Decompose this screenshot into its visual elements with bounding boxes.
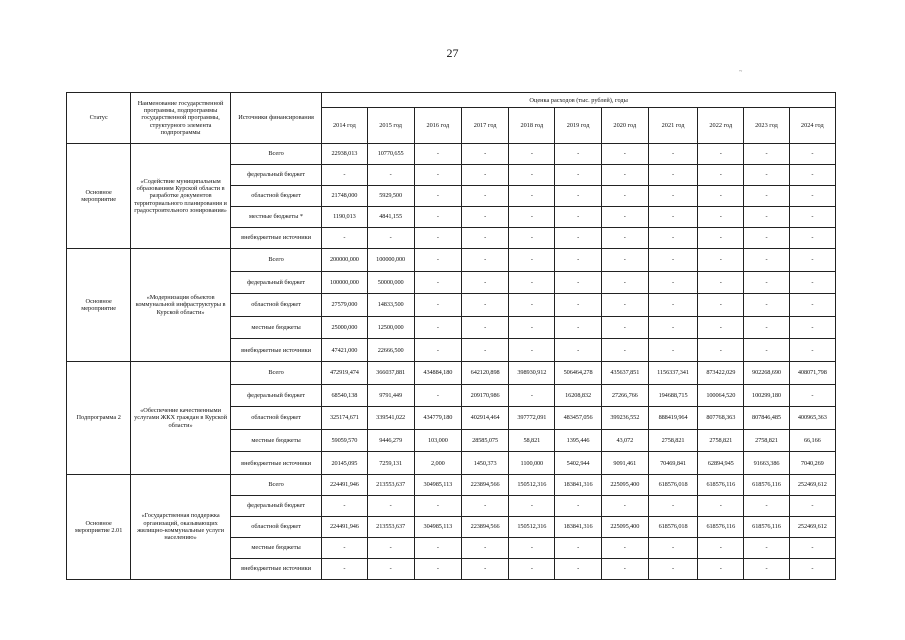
amount-cell: 224491,946 xyxy=(322,474,367,495)
amount-cell: 366037,881 xyxy=(367,361,414,384)
funding-source-cell: местные бюджеты * xyxy=(230,207,321,228)
amount-cell: 7259,131 xyxy=(367,452,414,475)
amount-cell: 225095,400 xyxy=(601,516,648,537)
amount-cell: 5402,944 xyxy=(555,452,601,475)
year-header: 2015 год xyxy=(367,108,414,144)
amount-cell: - xyxy=(789,316,835,339)
amount-cell: - xyxy=(744,294,789,317)
amount-cell: - xyxy=(698,495,744,516)
year-header: 2019 год xyxy=(555,108,601,144)
funding-source-cell: федеральный бюджет xyxy=(230,165,321,186)
amount-cell: - xyxy=(555,186,601,207)
amount-cell: 1395,446 xyxy=(555,429,601,452)
amount-cell: - xyxy=(601,271,648,294)
amount-cell: - xyxy=(414,537,461,558)
amount-cell: 472919,474 xyxy=(322,361,367,384)
program-name-cell: «Обеспечение качественными услугами ЖКХ граждан в Курской области» xyxy=(131,361,231,474)
amount-cell: - xyxy=(555,144,601,165)
amount-cell: - xyxy=(648,271,697,294)
amount-cell: - xyxy=(744,537,789,558)
amount-cell: - xyxy=(414,165,461,186)
amount-cell: - xyxy=(461,339,508,362)
amount-cell: - xyxy=(744,165,789,186)
amount-cell: - xyxy=(322,558,367,579)
amount-cell: 16208,832 xyxy=(555,384,601,407)
amount-cell: - xyxy=(601,228,648,249)
amount-cell: 103,000 xyxy=(414,429,461,452)
amount-cell: 150512,316 xyxy=(509,474,555,495)
funding-source-cell: внебюджетные источники xyxy=(230,339,321,362)
page-mark: ~ xyxy=(739,69,743,75)
header-status: Статус xyxy=(67,93,131,144)
amount-cell: - xyxy=(601,186,648,207)
amount-cell: - xyxy=(601,495,648,516)
amount-cell: 7040,269 xyxy=(789,452,835,475)
program-name-cell: «Содействие муниципальным образованиям Курской области в разработке документов территориального планирования и градостроительного зонирования» xyxy=(131,144,231,249)
amount-cell: 807846,485 xyxy=(744,407,789,430)
amount-cell: - xyxy=(648,339,697,362)
amount-cell: - xyxy=(744,316,789,339)
amount-cell: 2,000 xyxy=(414,452,461,475)
amount-cell: 183841,316 xyxy=(555,474,601,495)
amount-cell: - xyxy=(461,165,508,186)
amount-cell: - xyxy=(698,294,744,317)
amount-cell: 22938,013 xyxy=(322,144,367,165)
amount-cell: 506464,278 xyxy=(555,361,601,384)
amount-cell: - xyxy=(414,339,461,362)
year-header: 2014 год xyxy=(322,108,367,144)
amount-cell: - xyxy=(744,186,789,207)
amount-cell: 339541,022 xyxy=(367,407,414,430)
amount-cell: - xyxy=(744,558,789,579)
funding-source-cell: Всего xyxy=(230,144,321,165)
amount-cell: - xyxy=(509,495,555,516)
year-header: 2022 год xyxy=(698,108,744,144)
table-row xyxy=(67,249,836,272)
amount-cell: - xyxy=(555,316,601,339)
amount-cell: 9791,449 xyxy=(367,384,414,407)
amount-cell: - xyxy=(744,228,789,249)
funding-source-cell: внебюджетные источники xyxy=(230,558,321,579)
amount-cell: 618576,018 xyxy=(648,516,697,537)
amount-cell: 408071,798 xyxy=(789,361,835,384)
amount-cell: 618576,116 xyxy=(744,474,789,495)
amount-cell: 618576,116 xyxy=(744,516,789,537)
amount-cell: - xyxy=(509,384,555,407)
amount-cell: - xyxy=(509,537,555,558)
amount-cell: 807768,363 xyxy=(698,407,744,430)
amount-cell: 100299,180 xyxy=(744,384,789,407)
amount-cell: - xyxy=(698,537,744,558)
year-header: 2017 год xyxy=(461,108,508,144)
amount-cell: 9091,461 xyxy=(601,452,648,475)
funding-source-cell: областной бюджет xyxy=(230,294,321,317)
amount-cell: 1450,373 xyxy=(461,452,508,475)
amount-cell: 91663,386 xyxy=(744,452,789,475)
funding-source-cell: местные бюджеты xyxy=(230,537,321,558)
status-cell: Основное мероприятие 2.01 xyxy=(67,474,131,579)
amount-cell: - xyxy=(648,495,697,516)
amount-cell: - xyxy=(648,316,697,339)
amount-cell: - xyxy=(744,339,789,362)
amount-cell: 43,072 xyxy=(601,429,648,452)
amount-cell: - xyxy=(789,537,835,558)
funding-source-cell: местные бюджеты xyxy=(230,429,321,452)
amount-cell: - xyxy=(698,558,744,579)
amount-cell: - xyxy=(648,165,697,186)
amount-cell: - xyxy=(789,271,835,294)
amount-cell: 213553,637 xyxy=(367,474,414,495)
amount-cell: - xyxy=(555,165,601,186)
amount-cell: 20145,095 xyxy=(322,452,367,475)
year-header: 2018 год xyxy=(509,108,555,144)
amount-cell: - xyxy=(601,558,648,579)
amount-cell: - xyxy=(648,294,697,317)
amount-cell: - xyxy=(461,537,508,558)
amount-cell: 213553,637 xyxy=(367,516,414,537)
amount-cell: 4841,155 xyxy=(367,207,414,228)
amount-cell: 400965,363 xyxy=(789,407,835,430)
amount-cell: - xyxy=(744,144,789,165)
amount-cell: - xyxy=(367,558,414,579)
amount-cell: 402914,464 xyxy=(461,407,508,430)
amount-cell: - xyxy=(789,384,835,407)
amount-cell: - xyxy=(789,144,835,165)
amount-cell: 50000,000 xyxy=(367,271,414,294)
amount-cell: - xyxy=(698,228,744,249)
amount-cell: - xyxy=(698,207,744,228)
amount-cell: - xyxy=(509,144,555,165)
header-source: Источники финансирования xyxy=(230,93,321,144)
amount-cell: - xyxy=(509,165,555,186)
amount-cell: 27266,766 xyxy=(601,384,648,407)
status-cell: Основное мероприятие xyxy=(67,249,131,362)
amount-cell: 1100,000 xyxy=(509,452,555,475)
amount-cell: 2758,821 xyxy=(698,429,744,452)
amount-cell: - xyxy=(648,249,697,272)
amount-cell: 252469,612 xyxy=(789,516,835,537)
amount-cell: - xyxy=(414,316,461,339)
amount-cell: 1156337,341 xyxy=(648,361,697,384)
amount-cell: - xyxy=(555,294,601,317)
amount-cell: 22666,500 xyxy=(367,339,414,362)
amount-cell: - xyxy=(601,294,648,317)
amount-cell: - xyxy=(789,228,835,249)
funding-source-cell: областной бюджет xyxy=(230,186,321,207)
amount-cell: - xyxy=(698,144,744,165)
amount-cell: - xyxy=(648,558,697,579)
table-body xyxy=(67,144,836,580)
amount-cell: - xyxy=(601,316,648,339)
amount-cell: 194688,715 xyxy=(648,384,697,407)
amount-cell: 28585,075 xyxy=(461,429,508,452)
amount-cell: - xyxy=(461,249,508,272)
amount-cell: 62894,945 xyxy=(698,452,744,475)
amount-cell: - xyxy=(461,207,508,228)
amount-cell: 223894,566 xyxy=(461,474,508,495)
amount-cell: - xyxy=(601,144,648,165)
funding-source-cell: Всего xyxy=(230,361,321,384)
amount-cell: - xyxy=(509,186,555,207)
amount-cell: - xyxy=(509,249,555,272)
amount-cell: - xyxy=(789,495,835,516)
amount-cell: - xyxy=(601,207,648,228)
amount-cell: 252469,612 xyxy=(789,474,835,495)
amount-cell: - xyxy=(698,271,744,294)
amount-cell: - xyxy=(509,294,555,317)
amount-cell: 5929,500 xyxy=(367,186,414,207)
amount-cell: - xyxy=(789,207,835,228)
amount-cell: 10770,655 xyxy=(367,144,414,165)
amount-cell: 200000,000 xyxy=(322,249,367,272)
amount-cell: 618576,116 xyxy=(698,474,744,495)
amount-cell: - xyxy=(509,339,555,362)
table-row xyxy=(67,474,836,495)
header-name: Наименование государственной программы, подпрограммы государственной программы, структурного элемента подпрограммы xyxy=(131,93,231,144)
amount-cell: - xyxy=(414,558,461,579)
amount-cell: 224491,946 xyxy=(322,516,367,537)
amount-cell: 325174,671 xyxy=(322,407,367,430)
amount-cell: - xyxy=(509,207,555,228)
year-header: 2021 год xyxy=(648,108,697,144)
amount-cell: - xyxy=(601,339,648,362)
amount-cell: - xyxy=(414,495,461,516)
amount-cell: 435637,851 xyxy=(601,361,648,384)
amount-cell: - xyxy=(744,495,789,516)
table-row xyxy=(67,144,836,165)
program-name-cell: «Модернизация объектов коммунальной инфраструктуры в Курской области» xyxy=(131,249,231,362)
amount-cell: - xyxy=(414,294,461,317)
amount-cell: 58,821 xyxy=(509,429,555,452)
amount-cell: - xyxy=(698,165,744,186)
amount-cell: - xyxy=(414,271,461,294)
amount-cell: 100064,520 xyxy=(698,384,744,407)
amount-cell: - xyxy=(461,271,508,294)
amount-cell: - xyxy=(648,186,697,207)
amount-cell: - xyxy=(555,271,601,294)
amount-cell: 183841,316 xyxy=(555,516,601,537)
amount-cell: - xyxy=(414,144,461,165)
funding-source-cell: внебюджетные источники xyxy=(230,228,321,249)
amount-cell: 150512,316 xyxy=(509,516,555,537)
amount-cell: - xyxy=(648,537,697,558)
amount-cell: 225095,400 xyxy=(601,474,648,495)
amount-cell: - xyxy=(698,316,744,339)
amount-cell: 399236,552 xyxy=(601,407,648,430)
amount-cell: - xyxy=(461,316,508,339)
amount-cell: - xyxy=(414,384,461,407)
amount-cell: 223894,566 xyxy=(461,516,508,537)
funding-source-cell: областной бюджет xyxy=(230,407,321,430)
amount-cell: - xyxy=(509,271,555,294)
program-name-cell: «Государственная поддержка организаций, оказывающих жилищно-коммунальные услуги населению» xyxy=(131,474,231,579)
amount-cell: - xyxy=(744,207,789,228)
amount-cell: 434884,180 xyxy=(414,361,461,384)
amount-cell: 873422,029 xyxy=(698,361,744,384)
page-number: 27 xyxy=(446,46,459,60)
year-header: 2024 год xyxy=(789,108,835,144)
amount-cell: - xyxy=(648,144,697,165)
amount-cell: - xyxy=(601,537,648,558)
amount-cell: - xyxy=(461,186,508,207)
amount-cell: - xyxy=(414,228,461,249)
amount-cell: 398930,912 xyxy=(509,361,555,384)
amount-cell: - xyxy=(555,228,601,249)
table-row xyxy=(67,361,836,384)
year-header: 2020 год xyxy=(601,108,648,144)
funding-source-cell: внебюджетные источники xyxy=(230,452,321,475)
amount-cell: - xyxy=(509,228,555,249)
amount-cell: - xyxy=(601,249,648,272)
amount-cell: 397772,091 xyxy=(509,407,555,430)
amount-cell: 2758,821 xyxy=(648,429,697,452)
amount-cell: - xyxy=(555,339,601,362)
amount-cell: 642120,898 xyxy=(461,361,508,384)
amount-cell: - xyxy=(322,165,367,186)
amount-cell: 47421,000 xyxy=(322,339,367,362)
amount-cell: - xyxy=(461,228,508,249)
amount-cell: - xyxy=(601,165,648,186)
amount-cell: 1190,013 xyxy=(322,207,367,228)
amount-cell: 618576,018 xyxy=(648,474,697,495)
amount-cell: - xyxy=(698,249,744,272)
amount-cell: - xyxy=(367,165,414,186)
amount-cell: - xyxy=(461,294,508,317)
amount-cell: 100000,000 xyxy=(367,249,414,272)
funding-source-cell: федеральный бюджет xyxy=(230,271,321,294)
amount-cell: - xyxy=(744,249,789,272)
amount-cell: 9446,279 xyxy=(367,429,414,452)
amount-cell: - xyxy=(698,186,744,207)
amount-cell: 70469,841 xyxy=(648,452,697,475)
amount-cell: - xyxy=(509,558,555,579)
amount-cell: 304985,113 xyxy=(414,516,461,537)
amount-cell: - xyxy=(367,537,414,558)
amount-cell: 304985,113 xyxy=(414,474,461,495)
amount-cell: 902268,690 xyxy=(744,361,789,384)
amount-cell: 25000,000 xyxy=(322,316,367,339)
amount-cell: - xyxy=(744,271,789,294)
amount-cell: - xyxy=(414,186,461,207)
funding-source-cell: федеральный бюджет xyxy=(230,384,321,407)
amount-cell: 434779,180 xyxy=(414,407,461,430)
amount-cell: 68540,138 xyxy=(322,384,367,407)
amount-cell: 14833,500 xyxy=(367,294,414,317)
amount-cell: 2758,821 xyxy=(744,429,789,452)
status-cell: Подпрограмма 2 xyxy=(67,361,131,474)
amount-cell: 888419,964 xyxy=(648,407,697,430)
amount-cell: 66,166 xyxy=(789,429,835,452)
amount-cell: 59059,570 xyxy=(322,429,367,452)
amount-cell: - xyxy=(789,165,835,186)
amount-cell: - xyxy=(414,249,461,272)
year-header: 2016 год xyxy=(414,108,461,144)
amount-cell: - xyxy=(789,294,835,317)
funding-source-cell: Всего xyxy=(230,249,321,272)
amount-cell: - xyxy=(461,558,508,579)
funding-source-cell: областной бюджет xyxy=(230,516,321,537)
amount-cell: - xyxy=(648,228,697,249)
header-estimate: Оценка расходов (тыс. рублей), годы xyxy=(322,93,836,108)
amount-cell: 12500,000 xyxy=(367,316,414,339)
budget-table xyxy=(66,92,836,580)
amount-cell: 209170,986 xyxy=(461,384,508,407)
year-header: 2023 год xyxy=(744,108,789,144)
amount-cell: - xyxy=(322,537,367,558)
amount-cell: 21748,000 xyxy=(322,186,367,207)
amount-cell: - xyxy=(322,495,367,516)
amount-cell: 27579,000 xyxy=(322,294,367,317)
funding-source-cell: федеральный бюджет xyxy=(230,495,321,516)
amount-cell: - xyxy=(509,316,555,339)
amount-cell: 100000,000 xyxy=(322,271,367,294)
amount-cell: - xyxy=(555,558,601,579)
funding-source-cell: местные бюджеты xyxy=(230,316,321,339)
amount-cell: - xyxy=(789,249,835,272)
amount-cell: 618576,116 xyxy=(698,516,744,537)
amount-cell: - xyxy=(555,249,601,272)
amount-cell: - xyxy=(555,537,601,558)
amount-cell: - xyxy=(789,558,835,579)
amount-cell: - xyxy=(461,144,508,165)
amount-cell: - xyxy=(414,207,461,228)
amount-cell: - xyxy=(322,228,367,249)
amount-cell: - xyxy=(367,495,414,516)
amount-cell: - xyxy=(789,186,835,207)
status-cell: Основное мероприятие xyxy=(67,144,131,249)
amount-cell: - xyxy=(648,207,697,228)
amount-cell: - xyxy=(698,339,744,362)
funding-source-cell: Всего xyxy=(230,474,321,495)
amount-cell: - xyxy=(789,339,835,362)
amount-cell: - xyxy=(555,495,601,516)
amount-cell: - xyxy=(555,207,601,228)
amount-cell: - xyxy=(367,228,414,249)
amount-cell: 483457,056 xyxy=(555,407,601,430)
amount-cell: - xyxy=(461,495,508,516)
